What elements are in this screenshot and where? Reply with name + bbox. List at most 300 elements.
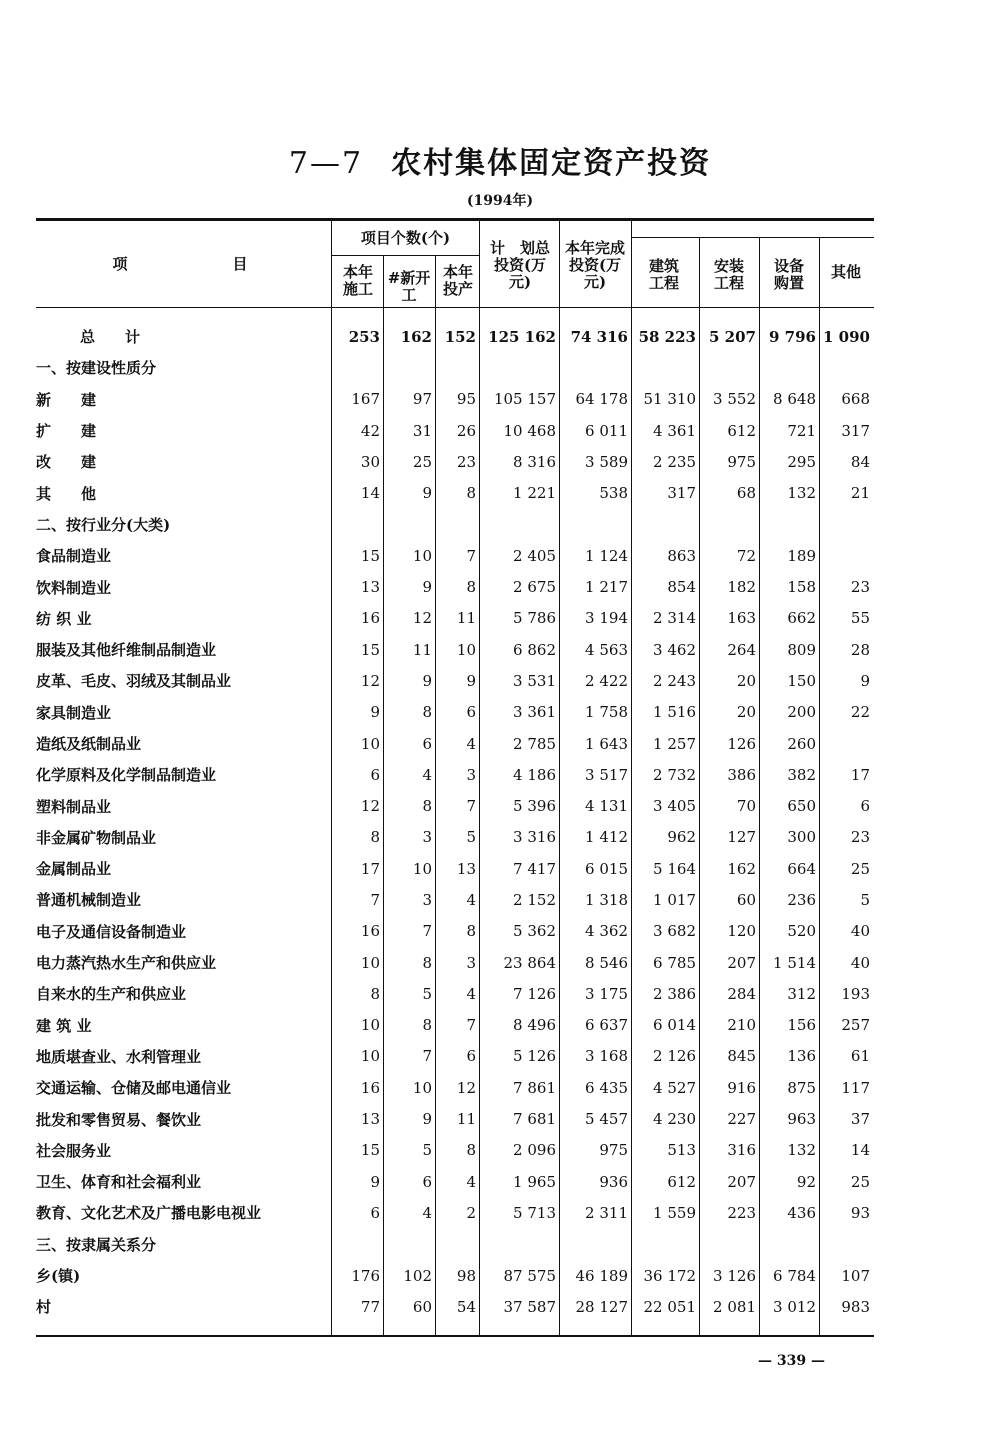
- row-label: 扩 建: [36, 422, 97, 441]
- row-label: 一、按建设性质分: [36, 359, 157, 378]
- cell-completed-investment: 3 175: [585, 984, 628, 1003]
- cell-equipment: 3 012: [773, 1297, 816, 1316]
- cell-equipment: 9 796: [769, 327, 816, 346]
- table-row: [36, 697, 874, 728]
- cell-other: 40: [850, 953, 870, 972]
- cell-new-start: [384, 1229, 436, 1260]
- row-label: 改 建: [36, 453, 97, 472]
- cell-equipment: 650: [787, 797, 816, 816]
- cell-completed: [436, 1229, 480, 1260]
- cell-equipment: [760, 352, 820, 383]
- row-label: 村: [36, 1298, 52, 1317]
- cell-new-start: 9: [422, 578, 432, 597]
- cell-equipment: 300: [787, 828, 816, 847]
- cell-new-start: 12: [412, 609, 432, 628]
- cell-equipment: 150: [787, 671, 816, 690]
- table-row: [36, 540, 874, 571]
- cell-construction: 51 310: [643, 390, 696, 409]
- cell-installation: 3 126: [713, 1266, 756, 1285]
- cell-ongoing: 16: [360, 1078, 380, 1097]
- cell-ongoing: 17: [360, 859, 380, 878]
- cell-new-start: 31: [412, 421, 432, 440]
- cell-other: 23: [850, 578, 870, 597]
- cell-installation: 127: [727, 828, 756, 847]
- cell-equipment: [760, 509, 820, 540]
- cell-ongoing: 10: [360, 953, 380, 972]
- cell-ongoing: 77: [360, 1297, 380, 1316]
- total-row: [36, 321, 874, 352]
- cell-completed-investment: 4 362: [585, 922, 628, 941]
- cell-equipment: 132: [787, 484, 816, 503]
- row-label: 建 筑 业: [36, 1016, 92, 1035]
- cell-construction: 4 230: [653, 1110, 696, 1129]
- cell-installation: 975: [727, 452, 756, 471]
- row-label: 教育、文化艺术及广播电影电视业: [36, 1204, 262, 1223]
- table-row: [36, 978, 874, 1009]
- cell-planned-investment: 8 316: [513, 452, 556, 471]
- cell-completed: 4: [466, 734, 476, 753]
- row-label: 金属制品业: [36, 860, 112, 879]
- cell-construction: 4 361: [653, 421, 696, 440]
- cell-equipment: 132: [787, 1141, 816, 1160]
- cell-ongoing: 10: [360, 734, 380, 753]
- section-row: [36, 509, 874, 540]
- cell-equipment: 156: [787, 1016, 816, 1035]
- table-row: [36, 1291, 874, 1322]
- header-completed-investment: 本年完成投资(万元): [564, 239, 625, 291]
- cell-ongoing: 30: [360, 452, 380, 471]
- cell-ongoing: 6: [370, 1203, 380, 1222]
- cell-planned-investment: 3 316: [513, 828, 556, 847]
- header-item: 项 目: [112, 255, 248, 273]
- cell-construction: 22 051: [643, 1297, 696, 1316]
- header-installation: 安装工程: [713, 257, 744, 292]
- cell-completed: 152: [444, 327, 476, 346]
- cell-completed-investment: 6 011: [585, 421, 628, 440]
- cell-new-start: 4: [422, 1203, 432, 1222]
- cell-installation: 60: [736, 890, 756, 909]
- cell-new-start: 6: [422, 1172, 432, 1191]
- cell-other: 22: [850, 703, 870, 722]
- cell-construction: [632, 1229, 700, 1260]
- cell-planned-investment: 7 126: [513, 984, 556, 1003]
- cell-ongoing: 8: [370, 984, 380, 1003]
- cell-new-start: 25: [412, 452, 432, 471]
- cell-installation: 916: [727, 1078, 756, 1097]
- cell-completed-investment: 64 178: [575, 390, 628, 409]
- cell-other: 193: [841, 984, 870, 1003]
- table-row: [36, 790, 874, 821]
- cell-installation: [700, 509, 760, 540]
- table-row: [36, 1041, 874, 1072]
- cell-other: [820, 352, 874, 383]
- cell-completed: 95: [456, 390, 476, 409]
- cell-new-start: 10: [412, 1078, 432, 1097]
- cell-equipment: 92: [796, 1172, 816, 1191]
- cell-construction: 1 257: [653, 734, 696, 753]
- cell-planned-investment: [480, 509, 560, 540]
- cell-equipment: 721: [787, 421, 816, 440]
- cell-completed: 11: [456, 609, 476, 628]
- cell-planned-investment: 87 575: [503, 1266, 556, 1285]
- cell-equipment: 1 514: [773, 953, 816, 972]
- row-label: 造纸及纸制品业: [36, 735, 142, 753]
- row-label: 电子及通信设备制造业: [36, 922, 187, 941]
- row-label: 批发和零售贸易、餐饮业: [36, 1110, 202, 1129]
- cell-planned-investment: 5 786: [513, 609, 556, 628]
- cell-construction: 6 785: [653, 953, 696, 972]
- cell-new-start: 3: [422, 828, 432, 847]
- cell-other: 668: [841, 390, 870, 409]
- cell-installation: [700, 352, 760, 383]
- header-completed: 本年投产: [442, 263, 473, 298]
- cell-equipment: 189: [787, 546, 816, 565]
- cell-completed-investment: 46 189: [575, 1266, 628, 1285]
- cell-ongoing: [332, 352, 384, 383]
- cell-completed: 12: [456, 1078, 476, 1097]
- cell-new-start: 3: [422, 890, 432, 909]
- cell-other: 9: [860, 671, 870, 690]
- row-label: 地质堪查业、水利管理业: [36, 1047, 202, 1066]
- cell-completed-investment: 1 643: [585, 734, 628, 753]
- cell-completed-investment: 1 758: [585, 703, 628, 722]
- cell-completed: 5: [466, 828, 476, 847]
- row-label: 饮料制造业: [36, 578, 112, 597]
- cell-completed: 98: [456, 1266, 476, 1285]
- cell-equipment: 295: [787, 452, 816, 471]
- row-label: 食品制造业: [36, 547, 112, 566]
- cell-planned-investment: [480, 352, 560, 383]
- cell-completed-investment: 74 316: [570, 327, 628, 346]
- cell-other: 257: [841, 1016, 870, 1035]
- header-construction: 建筑工程: [648, 257, 679, 292]
- cell-ongoing: 12: [360, 797, 380, 816]
- cell-planned-investment: 5 126: [513, 1047, 556, 1066]
- table-title: 农村集体固定资产投资: [391, 146, 712, 181]
- cell-other: 107: [841, 1266, 870, 1285]
- row-label: 二、按行业分(大类): [36, 515, 171, 534]
- cell-ongoing: 16: [360, 609, 380, 628]
- cell-completed: 6: [466, 1047, 476, 1066]
- cell-equipment: [760, 1229, 820, 1260]
- table-year: (1994年): [466, 193, 534, 209]
- cell-construction: 5 164: [653, 859, 696, 878]
- cell-completed-investment: 6 435: [585, 1078, 628, 1097]
- cell-completed-investment: 3 194: [585, 609, 628, 628]
- cell-ongoing: 12: [360, 671, 380, 690]
- table-row: [36, 1103, 874, 1134]
- cell-completed: 8: [466, 922, 476, 941]
- cell-completed-investment: 4 563: [585, 640, 628, 659]
- row-label: 三、按隶属关系分: [36, 1235, 157, 1254]
- cell-completed: 8: [466, 1141, 476, 1160]
- cell-other: 5: [860, 890, 870, 909]
- row-label: 塑料制品业: [36, 797, 112, 816]
- table-row: [36, 665, 874, 696]
- cell-planned-investment: 5 713: [513, 1203, 556, 1222]
- cell-construction: 2 314: [653, 609, 696, 628]
- cell-completed: 9: [466, 671, 476, 690]
- cell-completed-investment: 1 318: [585, 890, 628, 909]
- cell-equipment: 158: [787, 578, 816, 597]
- table-row: [36, 822, 874, 853]
- table-row: [36, 1010, 874, 1041]
- row-label: 家具制造业: [36, 703, 112, 722]
- cell-installation: 3 552: [713, 390, 756, 409]
- cell-completed-investment: 6 637: [585, 1016, 628, 1035]
- cell-construction: 962: [667, 828, 696, 847]
- cell-other: 25: [850, 859, 870, 878]
- cell-completed: 4: [466, 890, 476, 909]
- cell-ongoing: 8: [370, 828, 380, 847]
- cell-installation: 264: [727, 640, 756, 659]
- cell-new-start: 9: [422, 1110, 432, 1129]
- table-row: [36, 1197, 874, 1228]
- table-row: [36, 446, 874, 477]
- cell-equipment: 382: [787, 765, 816, 784]
- cell-construction: 2 386: [653, 984, 696, 1003]
- header-equipment: 设备购置: [773, 257, 804, 292]
- cell-installation: 120: [727, 922, 756, 941]
- cell-construction: 513: [667, 1141, 696, 1160]
- cell-completed-investment: 1 217: [585, 578, 628, 597]
- cell-planned-investment: 4 186: [513, 765, 556, 784]
- cell-ongoing: 6: [370, 765, 380, 784]
- sub-group-underline: [631, 237, 874, 238]
- cell-installation: 227: [727, 1110, 756, 1129]
- cell-new-start: 8: [422, 703, 432, 722]
- cell-completed-investment: [560, 1229, 632, 1260]
- cell-installation: 20: [736, 671, 756, 690]
- cell-equipment: 8 648: [773, 390, 816, 409]
- cell-equipment: 6 784: [773, 1266, 816, 1285]
- cell-completed: 2: [466, 1203, 476, 1222]
- cell-planned-investment: [480, 1229, 560, 1260]
- cell-ongoing: 15: [360, 1141, 380, 1160]
- cell-new-start: 8: [422, 797, 432, 816]
- cell-new-start: [384, 352, 436, 383]
- cell-installation: 284: [727, 984, 756, 1003]
- cell-completed-investment: 2 422: [585, 671, 628, 690]
- cell-new-start: 7: [422, 922, 432, 941]
- cell-planned-investment: 8 496: [513, 1016, 556, 1035]
- cell-completed: 4: [466, 984, 476, 1003]
- table-row: [36, 1135, 874, 1166]
- row-label: 化学原料及化学制品制造业: [36, 766, 217, 785]
- header-other: 其他: [830, 263, 861, 281]
- cell-completed: 10: [456, 640, 476, 659]
- row-label: 自来水的生产和供应业: [36, 985, 187, 1004]
- bottom-rule: [36, 1335, 874, 1337]
- cell-equipment: 875: [787, 1078, 816, 1097]
- cell-new-start: 10: [412, 546, 432, 565]
- cell-other: 23: [850, 828, 870, 847]
- cell-installation: 72: [736, 546, 756, 565]
- cell-equipment: 436: [787, 1203, 816, 1222]
- cell-new-start: 60: [412, 1297, 432, 1316]
- cell-ongoing: 10: [360, 1016, 380, 1035]
- cell-equipment: 520: [787, 922, 816, 941]
- cell-construction: 2 243: [653, 671, 696, 690]
- cell-other: 55: [850, 609, 870, 628]
- cell-completed: 3: [466, 765, 476, 784]
- cell-construction: 1 017: [653, 890, 696, 909]
- cell-other: [820, 540, 874, 571]
- table-row: [36, 634, 874, 665]
- row-label: 非金属矿物制品业: [36, 828, 157, 847]
- cell-planned-investment: 7 861: [513, 1078, 556, 1097]
- cell-completed-investment: 2 311: [585, 1203, 628, 1222]
- table-row: [36, 728, 874, 759]
- cell-new-start: 97: [412, 390, 432, 409]
- top-rule: [36, 218, 874, 221]
- cell-equipment: 200: [787, 703, 816, 722]
- table-row: [36, 1166, 874, 1197]
- cell-installation: 316: [727, 1141, 756, 1160]
- cell-completed-investment: 5 457: [585, 1110, 628, 1129]
- cell-planned-investment: 2 675: [513, 578, 556, 597]
- cell-new-start: 8: [422, 953, 432, 972]
- cell-construction: 317: [667, 484, 696, 503]
- cell-other: 983: [841, 1297, 870, 1316]
- header-project-count: 项目个数(个): [360, 229, 451, 247]
- row-label: 总计: [80, 328, 171, 347]
- cell-planned-investment: 10 468: [503, 421, 556, 440]
- cell-new-start: 11: [412, 640, 432, 659]
- table-row: [36, 916, 874, 947]
- cell-other: 37: [850, 1110, 870, 1129]
- cell-ongoing: 7: [370, 890, 380, 909]
- cell-completed: 26: [456, 421, 476, 440]
- cell-installation: 2 081: [713, 1297, 756, 1316]
- cell-completed-investment: 1 124: [585, 546, 628, 565]
- cell-ongoing: 10: [360, 1047, 380, 1066]
- cell-completed: [436, 509, 480, 540]
- cell-installation: 68: [736, 484, 756, 503]
- cell-new-start: 102: [403, 1266, 432, 1285]
- cell-construction: 2 126: [653, 1047, 696, 1066]
- row-label: 皮革、毛皮、羽绒及其制品业: [36, 672, 232, 691]
- row-label: 服装及其他纤维制品制造业: [36, 641, 217, 660]
- section-row: [36, 1229, 874, 1260]
- cell-new-start: 10: [412, 859, 432, 878]
- row-label: 乡(镇): [36, 1267, 81, 1286]
- cell-planned-investment: 6 862: [513, 640, 556, 659]
- cell-equipment: 136: [787, 1047, 816, 1066]
- cell-planned-investment: 2 785: [513, 734, 556, 753]
- cell-new-start: 5: [422, 984, 432, 1003]
- cell-other: 28: [850, 640, 870, 659]
- count-group-underline: [332, 255, 479, 256]
- cell-installation: 163: [727, 609, 756, 628]
- cell-completed-investment: 3 168: [585, 1047, 628, 1066]
- cell-installation: 162: [727, 859, 756, 878]
- row-label: 纺 织 业: [36, 609, 92, 628]
- cell-planned-investment: 2 405: [513, 546, 556, 565]
- cell-ongoing: 13: [360, 1110, 380, 1129]
- cell-installation: 70: [736, 797, 756, 816]
- cell-new-start: 5: [422, 1141, 432, 1160]
- cell-other: 17: [850, 765, 870, 784]
- cell-equipment: 260: [787, 734, 816, 753]
- table-row: [36, 884, 874, 915]
- table-row: [36, 477, 874, 508]
- cell-other: 40: [850, 922, 870, 941]
- cell-other: 93: [850, 1203, 870, 1222]
- cell-construction: [632, 509, 700, 540]
- cell-completed: 7: [466, 1016, 476, 1035]
- cell-other: 84: [850, 452, 870, 471]
- table-row: [36, 759, 874, 790]
- cell-completed: 13: [456, 859, 476, 878]
- cell-installation: 126: [727, 734, 756, 753]
- row-label: 新 建: [36, 390, 97, 409]
- cell-construction: 1 559: [653, 1203, 696, 1222]
- cell-planned-investment: 5 362: [513, 922, 556, 941]
- cell-planned-investment: 23 864: [503, 953, 556, 972]
- cell-completed: 8: [466, 484, 476, 503]
- cell-planned-investment: 7 417: [513, 859, 556, 878]
- cell-construction: 2 732: [653, 765, 696, 784]
- cell-ongoing: 9: [370, 1172, 380, 1191]
- cell-ongoing: 176: [351, 1266, 380, 1285]
- cell-construction: 36 172: [643, 1266, 696, 1285]
- row-label: 交通运输、仓储及邮电通信业: [36, 1079, 232, 1098]
- cell-planned-investment: 1 221: [513, 484, 556, 503]
- cell-installation: 5 207: [709, 327, 756, 346]
- data-table: [36, 321, 874, 1323]
- cell-equipment: 312: [787, 984, 816, 1003]
- cell-planned-investment: 2 096: [513, 1141, 556, 1160]
- cell-completed-investment: 28 127: [575, 1297, 628, 1316]
- cell-ongoing: 253: [348, 327, 380, 346]
- cell-planned-investment: 3 531: [513, 671, 556, 690]
- cell-construction: 612: [667, 1172, 696, 1191]
- cell-completed: 8: [466, 578, 476, 597]
- cell-construction: 4 527: [653, 1078, 696, 1097]
- cell-planned-investment: 2 152: [513, 890, 556, 909]
- cell-construction: 3 405: [653, 797, 696, 816]
- cell-installation: [700, 1229, 760, 1260]
- cell-ongoing: 15: [360, 546, 380, 565]
- header-new-start: #新开工: [387, 269, 431, 304]
- cell-completed: 11: [456, 1110, 476, 1129]
- cell-construction: 3 682: [653, 922, 696, 941]
- table-row: [36, 947, 874, 978]
- cell-completed: 23: [456, 452, 476, 471]
- cell-ongoing: 13: [360, 578, 380, 597]
- cell-construction: 3 462: [653, 640, 696, 659]
- cell-other: [820, 728, 874, 759]
- row-label: 普通机械制造业: [36, 891, 142, 910]
- cell-equipment: 963: [787, 1110, 816, 1129]
- cell-completed-investment: 3 589: [585, 452, 628, 471]
- table-row: [36, 415, 874, 446]
- cell-other: 117: [841, 1078, 870, 1097]
- cell-completed: 3: [466, 953, 476, 972]
- cell-other: 21: [850, 484, 870, 503]
- cell-completed-investment: 4 131: [585, 797, 628, 816]
- page-number: — 339 —: [758, 1353, 825, 1369]
- cell-installation: 386: [727, 765, 756, 784]
- cell-planned-investment: 37 587: [503, 1297, 556, 1316]
- cell-installation: 182: [727, 578, 756, 597]
- cell-installation: 207: [727, 1172, 756, 1191]
- cell-equipment: 664: [787, 859, 816, 878]
- table-row: [36, 853, 874, 884]
- cell-other: 14: [850, 1141, 870, 1160]
- cell-ongoing: 15: [360, 640, 380, 659]
